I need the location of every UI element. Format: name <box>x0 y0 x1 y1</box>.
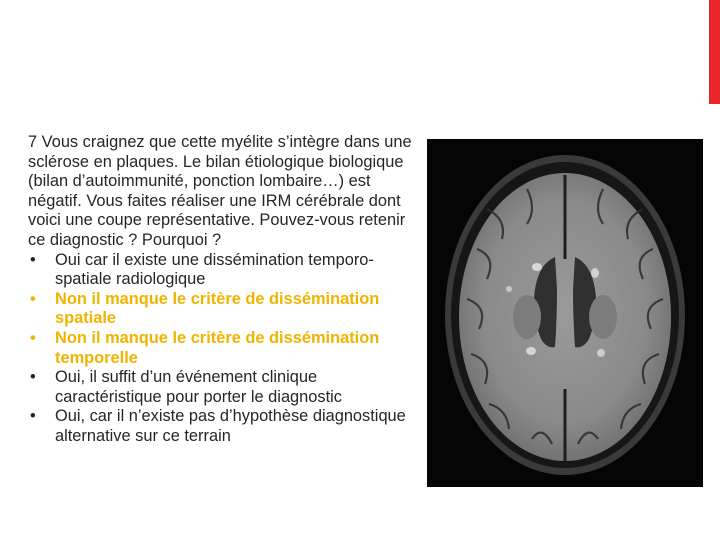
answer-option-3 <box>28 329 413 368</box>
answer-option-label: Non il manque le critère de dissémination temporelle <box>55 328 380 367</box>
answer-option-label: Oui car il existe une dissémination temporo-spatiale radiologique <box>55 250 374 289</box>
answer-option-label: Oui, il suffit d’un événement clinique caractéristique pour porter le diagnostic <box>55 368 342 406</box>
slide-text <box>28 133 413 447</box>
question-text: 7 Vous craignez que cette myélite s’intègre dans une sclérose en plaques. Le bilan étiologique biologique (bilan d’autoimmunité, ponction lombaire…) est négatif. Vous faites réaliser une IRM cérébrale dont voici une coupe représentative. Pouvez-vous retenir ce diagnostic ? Pourquoi ? <box>28 133 412 249</box>
answer-option-label: Non il manque le critère de dissémination spatiale <box>55 289 380 328</box>
accent-bar <box>709 0 720 104</box>
answer-option-label: Oui, car il n’existe pas d’hypothèse diagnostique alternative sur ce terrain <box>55 407 406 445</box>
bullet-icon: • <box>30 328 36 347</box>
answer-option-2 <box>28 290 413 329</box>
bullet-icon: • <box>30 368 36 387</box>
mri-axial-slice <box>427 139 703 487</box>
answer-option-5 <box>28 407 413 446</box>
bullet-icon: • <box>30 407 36 426</box>
bullet-icon: • <box>30 250 36 269</box>
answer-option-1 <box>28 251 413 290</box>
bullet-icon: • <box>30 289 36 308</box>
answer-option-4 <box>28 368 413 407</box>
answer-options <box>28 251 413 447</box>
mri-brain-image <box>427 139 703 487</box>
